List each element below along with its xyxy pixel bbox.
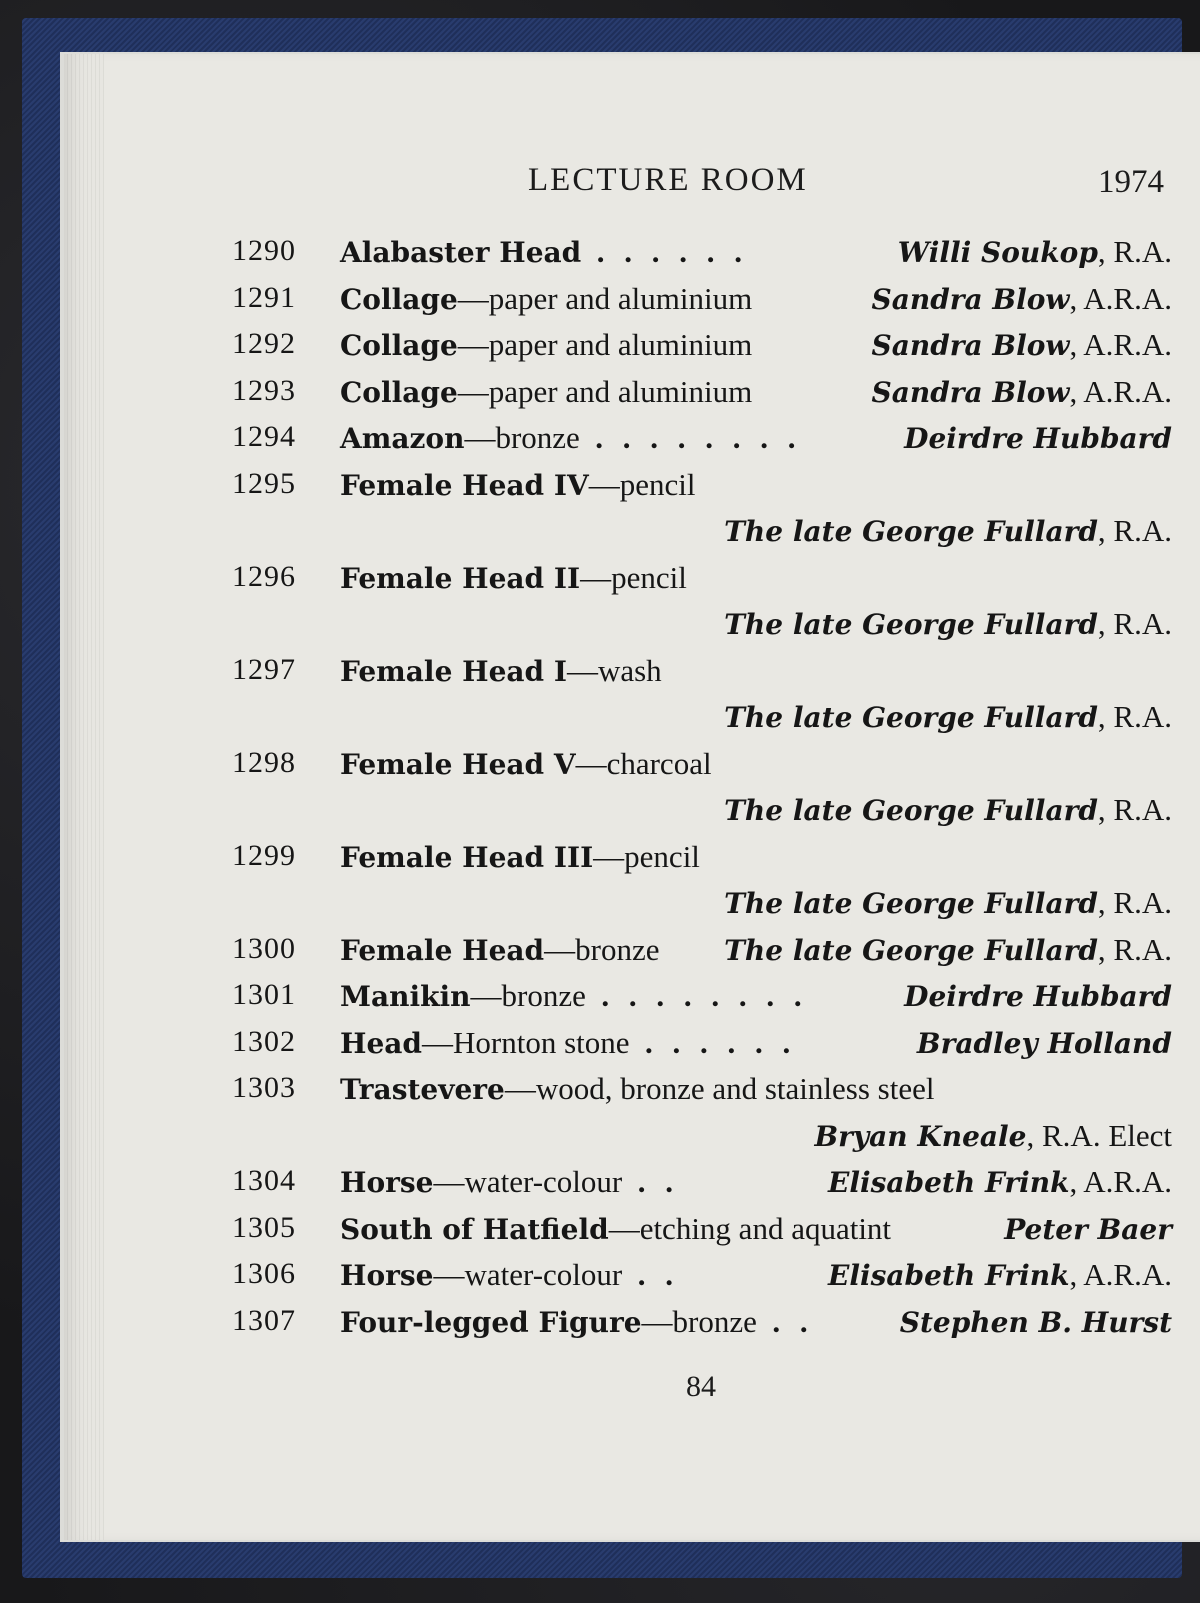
artist-name: Deirdre Hubbard [904,422,1172,455]
catalogue-entry [232,370,1172,417]
entry-artist [814,1118,1172,1154]
work-name: Head [340,1026,422,1060]
entry-number: 1293 [232,373,296,407]
entry-title [340,1164,679,1200]
catalogue-entry [232,1300,1172,1347]
artist-honour: , R.A. [1097,885,1172,920]
entry-artist [871,327,1172,363]
work-medium: —bronze [544,931,660,967]
catalogue-entry [232,928,1172,975]
entry-artist [724,885,1172,921]
entry-number: 1296 [232,559,296,593]
artist-name: Peter Baer [1004,1212,1172,1246]
work-name: Collage [340,375,458,409]
entry-artist [900,1304,1172,1340]
work-name: Collage [340,329,458,362]
leader-dots: . . . . . . [645,1024,797,1060]
artist-honour: , A.R.A. [1069,280,1172,316]
entry-number: 1306 [232,1257,296,1290]
artist-honour: , R.A. [1097,234,1172,269]
work-name: South of Hatfield [340,1212,609,1246]
leader-dots: . . [772,1303,814,1339]
work-medium: —paper and aluminium [457,373,753,409]
artist-name: The late George Fullard [724,887,1098,920]
entry-title [340,1118,356,1154]
work-medium: —paper and aluminium [457,280,753,316]
catalogue-entry [232,649,1172,696]
entry-number: 1303 [232,1071,296,1104]
work-name: Horse [340,1259,434,1292]
entry-number: 1291 [232,280,296,314]
artist-name: The late George Fullard [724,794,1098,827]
artist-name: The late George Fullard [724,933,1098,967]
entry-title [340,978,808,1014]
work-medium: —pencil [593,838,700,874]
entry-number: 1290 [232,234,296,267]
catalogue-entry [232,1160,1172,1207]
entry-number: 1307 [232,1303,296,1337]
artist-honour: , R.A. [1097,699,1172,734]
work-medium: —pencil [580,559,687,595]
work-name: Amazon [340,422,465,455]
work-medium: —wood, bronze and stainless steel [504,1071,935,1106]
artist-name: Elisabeth Frink [828,1166,1070,1199]
artist-name: Willi Soukop [897,236,1098,269]
entry-artist [724,932,1172,968]
artist-honour: , R.A. [1097,792,1172,827]
work-medium: —charcoal [575,745,712,781]
entry-title [340,606,356,642]
catalogue-entry [232,1067,1172,1114]
artist-name: Elisabeth Frink [828,1259,1070,1292]
entry-number: 1292 [232,327,296,360]
entry-title [340,699,356,735]
catalogue-entry [232,881,1172,928]
entry-artist [871,281,1172,317]
entry-artist [904,420,1172,456]
entry-title [340,653,677,689]
entry-number: 1299 [232,838,296,872]
leader-dots: . . [637,1164,679,1199]
entry-artist [1004,1211,1172,1247]
entry-title [340,374,768,410]
artist-honour: , A.R.A. [1069,373,1172,409]
artist-name: Bryan Kneale [814,1119,1027,1153]
entry-title [340,1211,907,1247]
page-number: 84 [686,1370,716,1403]
leader-dots: . . . . . . [596,234,748,269]
entry-artist [724,699,1172,735]
work-name: Four-legged Figure [340,1305,642,1339]
entry-title [340,560,702,596]
leader-dots: . . . . . . . . [601,978,808,1013]
catalogue-entry [232,1114,1172,1161]
entry-title [340,1025,796,1061]
entry-number: 1305 [232,1210,296,1244]
leader-dots: . . [637,1257,679,1292]
entry-title [340,420,802,456]
artist-name: Stephen B. Hurst [899,1305,1172,1339]
entry-title [340,234,748,270]
work-medium: —pencil [588,466,696,502]
entry-artist [898,234,1172,270]
work-medium: —bronze [641,1303,757,1339]
catalogue-entry [232,835,1172,882]
catalogue-entry [232,509,1172,556]
entry-number: 1295 [232,466,296,500]
artist-name: Sandra Blow [871,329,1070,362]
entry-number: 1294 [232,420,296,453]
work-medium: —water-colour [433,1164,623,1199]
entry-title [340,885,356,921]
artist-name: The late George Fullard [724,608,1098,641]
artist-honour: , R.A. [1097,513,1172,548]
leader-dots: . . . . . . . . [595,420,802,455]
work-name: Female Head [340,933,545,967]
entry-number: 1298 [232,745,296,779]
entry-number: 1302 [232,1024,296,1058]
entry-title [340,932,675,968]
page-gutter [64,54,104,1540]
catalogue-entry [232,1253,1172,1300]
entry-artist [828,1257,1172,1293]
artist-name: Bradley Holland [916,1026,1172,1060]
artist-name: Sandra Blow [871,375,1070,409]
work-name: Female Head V [340,747,576,781]
entry-artist [871,374,1172,410]
artist-honour: , A.R.A. [1069,1164,1172,1199]
work-medium: —wash [566,652,662,688]
entry-artist [724,606,1172,642]
entry-title [340,792,356,828]
artist-honour: , R.A. [1097,931,1172,967]
catalogue-entry [232,556,1172,603]
work-medium: —Hornton stone [422,1024,630,1060]
page-year: 1974 [1098,164,1164,200]
work-name: Female Head III [340,840,594,874]
artist-name: Deirdre Hubbard [904,980,1172,1013]
work-medium: —bronze [470,978,586,1013]
work-name: Alabaster Head [340,236,582,269]
entry-artist [724,513,1172,549]
entry-number: 1297 [232,652,296,686]
catalogue-entry [232,463,1172,510]
catalogue-entry [232,742,1172,789]
work-name: Trastevere [340,1073,505,1106]
artist-honour: , R.A. Elect [1026,1117,1172,1153]
entry-title [340,327,768,363]
entry-title [340,513,356,549]
artist-name: Sandra Blow [871,282,1070,316]
work-medium: —paper and aluminium [457,327,753,362]
catalogue-entry [232,1021,1172,1068]
running-head: LECTURE ROOM [528,162,808,198]
entry-title [340,281,768,317]
catalogue-entries [232,230,1172,1346]
catalogue-entry [232,323,1172,370]
catalogue-entry [232,1207,1172,1254]
artist-honour: , A.R.A. [1069,1257,1172,1292]
artist-name: The late George Fullard [724,515,1098,548]
entry-artist [828,1164,1172,1200]
catalogue-entry [232,602,1172,649]
entry-number: 1301 [232,978,296,1011]
work-name: Horse [340,1166,434,1199]
work-name: Female Head IV [340,468,589,502]
entry-title [340,1257,679,1293]
entry-title [340,839,715,875]
catalogue-entry [232,416,1172,463]
catalogue-entry [232,788,1172,835]
work-name: Female Head I [340,654,567,688]
work-name: Manikin [340,980,471,1013]
artist-name: The late George Fullard [724,701,1098,734]
work-medium: —water-colour [433,1257,623,1292]
catalogue-entry [232,695,1172,742]
catalogue-entry [232,230,1172,277]
entry-artist [904,978,1172,1014]
entry-title [340,467,711,503]
work-name: Female Head II [340,561,581,595]
work-medium: —bronze [464,420,580,455]
work-medium: —etching and aquatint [608,1210,892,1246]
work-name: Collage [340,282,458,316]
entry-number: 1304 [232,1164,296,1197]
entry-artist [724,792,1172,828]
entry-artist [917,1025,1172,1061]
entry-title [340,1304,814,1340]
artist-honour: , R.A. [1097,606,1172,641]
entry-number: 1300 [232,931,296,965]
catalogue-entry [232,277,1172,324]
entry-title [340,1071,950,1107]
artist-honour: , A.R.A. [1069,327,1172,362]
catalogue-entry [232,974,1172,1021]
entry-title [340,746,727,782]
